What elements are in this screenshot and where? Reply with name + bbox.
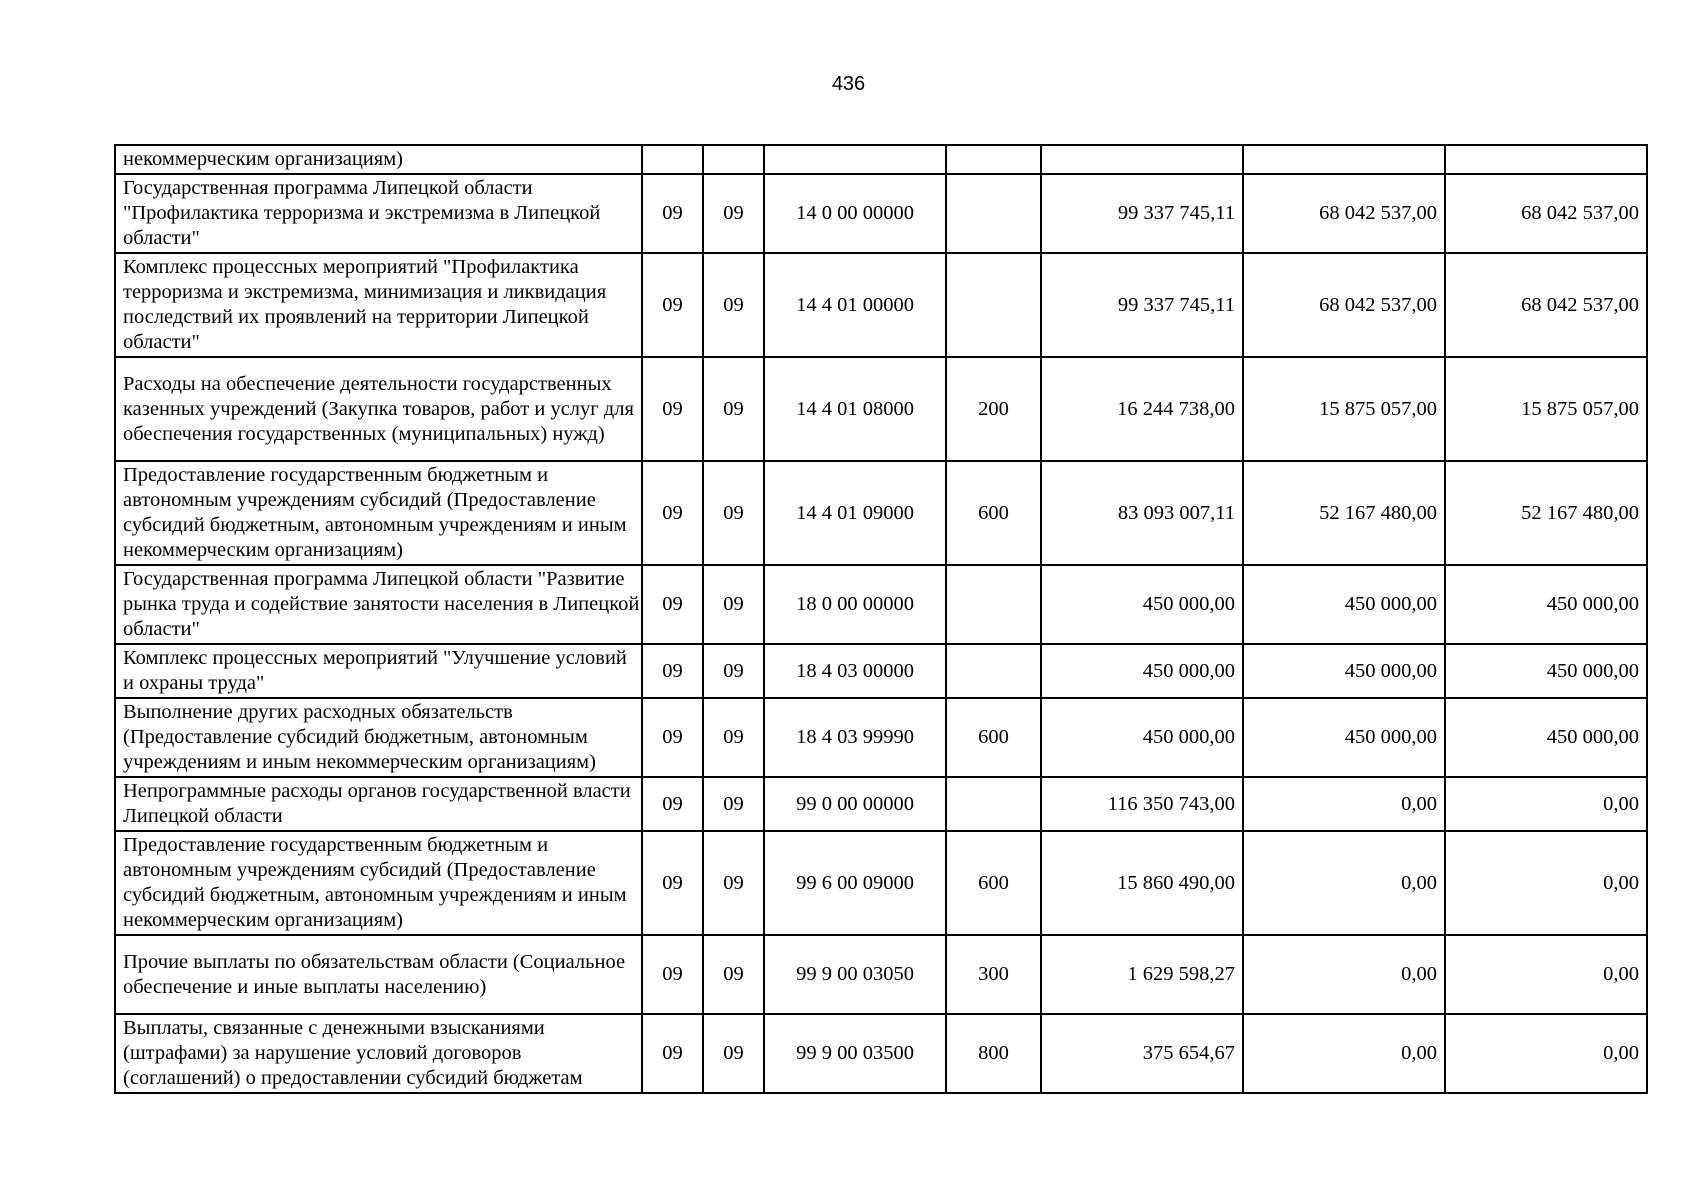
- amount-year3-cell: 15 875 057,00: [1445, 357, 1647, 461]
- amount-year2-cell: 15 875 057,00: [1243, 357, 1445, 461]
- budget-table: [114, 144, 1648, 1094]
- amount-year2-cell: 0,00: [1243, 1014, 1445, 1093]
- table-row: [115, 935, 1647, 1014]
- target-article-cell: 18 4 03 00000: [764, 644, 946, 698]
- target-article-cell: 18 4 03 99990: [764, 698, 946, 777]
- amount-year3-cell: 0,00: [1445, 1014, 1647, 1093]
- row-name-cell: Расходы на обеспечение деятельности государственных казенных учреждений (Закупка товаров, работ и услуг для обеспечения государственных (муниципальных) нужд): [115, 357, 642, 461]
- razdel-cell: [642, 145, 703, 174]
- amount-year3-cell: 0,00: [1445, 831, 1647, 935]
- amount-year1-cell: 450 000,00: [1041, 565, 1243, 644]
- expense-type-cell: [946, 777, 1041, 831]
- amount-year2-cell: 450 000,00: [1243, 698, 1445, 777]
- razdel-cell: 09: [642, 461, 703, 565]
- amount-year2-cell: 68 042 537,00: [1243, 253, 1445, 357]
- razdel-cell: 09: [642, 777, 703, 831]
- row-name-cell: Предоставление государственным бюджетным и автономным учреждениям субсидий (Предоставление субсидий бюджетным, автономным учреждениям и иным некоммерческим организациям): [115, 831, 642, 935]
- amount-year1-cell: 450 000,00: [1041, 698, 1243, 777]
- table-row: [115, 174, 1647, 253]
- podrazdel-cell: 09: [703, 253, 764, 357]
- expense-type-cell: [946, 565, 1041, 644]
- row-name-cell: Выплаты, связанные с денежными взысканиями (штрафами) за нарушение условий договоров (соглашений) о предоставлении субсидий бюджетам: [115, 1014, 642, 1093]
- podrazdel-cell: 09: [703, 777, 764, 831]
- razdel-cell: 09: [642, 253, 703, 357]
- razdel-cell: 09: [642, 831, 703, 935]
- expense-type-cell: 300: [946, 935, 1041, 1014]
- podrazdel-cell: [703, 145, 764, 174]
- amount-year2-cell: 68 042 537,00: [1243, 174, 1445, 253]
- podrazdel-cell: 09: [703, 357, 764, 461]
- amount-year2-cell: 450 000,00: [1243, 565, 1445, 644]
- amount-year3-cell: [1445, 145, 1647, 174]
- table-row: [115, 1014, 1647, 1093]
- expense-type-cell: [946, 253, 1041, 357]
- podrazdel-cell: 09: [703, 174, 764, 253]
- amount-year1-cell: [1041, 145, 1243, 174]
- amount-year1-cell: 99 337 745,11: [1041, 253, 1243, 357]
- row-name-cell: некоммерческим организациям): [115, 145, 642, 174]
- table-row: [115, 777, 1647, 831]
- row-name-cell: Непрограммные расходы органов государственной власти Липецкой области: [115, 777, 642, 831]
- podrazdel-cell: 09: [703, 698, 764, 777]
- amount-year2-cell: 0,00: [1243, 777, 1445, 831]
- amount-year2-cell: 52 167 480,00: [1243, 461, 1445, 565]
- razdel-cell: 09: [642, 174, 703, 253]
- table-row: [115, 565, 1647, 644]
- table-row: [115, 698, 1647, 777]
- target-article-cell: 99 9 00 03050: [764, 935, 946, 1014]
- amount-year3-cell: 0,00: [1445, 777, 1647, 831]
- target-article-cell: 99 9 00 03500: [764, 1014, 946, 1093]
- amount-year1-cell: 116 350 743,00: [1041, 777, 1243, 831]
- razdel-cell: 09: [642, 565, 703, 644]
- row-name-cell: Выполнение других расходных обязательств (Предоставление субсидий бюджетным, автономным учреждениям и иным некоммерческим организациям): [115, 698, 642, 777]
- amount-year3-cell: 52 167 480,00: [1445, 461, 1647, 565]
- amount-year1-cell: 99 337 745,11: [1041, 174, 1243, 253]
- table-row: [115, 253, 1647, 357]
- target-article-cell: 14 4 01 00000: [764, 253, 946, 357]
- amount-year1-cell: 16 244 738,00: [1041, 357, 1243, 461]
- row-name-cell: Комплекс процессных мероприятий "Профилактика терроризма и экстремизма, минимизация и ликвидация последствий их проявлений на территории Липецкой области": [115, 253, 642, 357]
- table-row: [115, 644, 1647, 698]
- amount-year1-cell: 375 654,67: [1041, 1014, 1243, 1093]
- podrazdel-cell: 09: [703, 935, 764, 1014]
- table-row: [115, 357, 1647, 461]
- table-row: [115, 461, 1647, 565]
- amount-year3-cell: 68 042 537,00: [1445, 253, 1647, 357]
- table-row: [115, 831, 1647, 935]
- expense-type-cell: 200: [946, 357, 1041, 461]
- expense-type-cell: [946, 644, 1041, 698]
- expense-type-cell: 600: [946, 698, 1041, 777]
- razdel-cell: 09: [642, 935, 703, 1014]
- podrazdel-cell: 09: [703, 1014, 764, 1093]
- target-article-cell: 14 4 01 09000: [764, 461, 946, 565]
- podrazdel-cell: 09: [703, 565, 764, 644]
- target-article-cell: 14 4 01 08000: [764, 357, 946, 461]
- razdel-cell: 09: [642, 698, 703, 777]
- amount-year1-cell: 83 093 007,11: [1041, 461, 1243, 565]
- amount-year2-cell: [1243, 145, 1445, 174]
- table-row: [115, 145, 1647, 174]
- row-name-cell: Государственная программа Липецкой области "Профилактика терроризма и экстремизма в Липецкой области": [115, 174, 642, 253]
- podrazdel-cell: 09: [703, 644, 764, 698]
- amount-year2-cell: 450 000,00: [1243, 644, 1445, 698]
- expense-type-cell: 800: [946, 1014, 1041, 1093]
- amount-year3-cell: 450 000,00: [1445, 565, 1647, 644]
- amount-year3-cell: 68 042 537,00: [1445, 174, 1647, 253]
- target-article-cell: 18 0 00 00000: [764, 565, 946, 644]
- amount-year1-cell: 15 860 490,00: [1041, 831, 1243, 935]
- amount-year2-cell: 0,00: [1243, 935, 1445, 1014]
- row-name-cell: Комплекс процессных мероприятий "Улучшение условий и охраны труда": [115, 644, 642, 698]
- amount-year3-cell: 0,00: [1445, 935, 1647, 1014]
- razdel-cell: 09: [642, 644, 703, 698]
- expense-type-cell: 600: [946, 831, 1041, 935]
- target-article-cell: 99 6 00 09000: [764, 831, 946, 935]
- amount-year3-cell: 450 000,00: [1445, 644, 1647, 698]
- target-article-cell: [764, 145, 946, 174]
- amount-year1-cell: 1 629 598,27: [1041, 935, 1243, 1014]
- podrazdel-cell: 09: [703, 461, 764, 565]
- amount-year2-cell: 0,00: [1243, 831, 1445, 935]
- expense-type-cell: 600: [946, 461, 1041, 565]
- row-name-cell: Предоставление государственным бюджетным и автономным учреждениям субсидий (Предоставление субсидий бюджетным, автономным учреждениям и иным некоммерческим организациям): [115, 461, 642, 565]
- amount-year3-cell: 450 000,00: [1445, 698, 1647, 777]
- row-name-cell: Государственная программа Липецкой области "Развитие рынка труда и содействие занятости населения в Липецкой области": [115, 565, 642, 644]
- amount-year1-cell: 450 000,00: [1041, 644, 1243, 698]
- page-number: 436: [831, 73, 866, 95]
- razdel-cell: 09: [642, 357, 703, 461]
- target-article-cell: 99 0 00 00000: [764, 777, 946, 831]
- row-name-cell: Прочие выплаты по обязательствам области (Социальное обеспечение и иные выплаты населению): [115, 935, 642, 1014]
- expense-type-cell: [946, 174, 1041, 253]
- razdel-cell: 09: [642, 1014, 703, 1093]
- target-article-cell: 14 0 00 00000: [764, 174, 946, 253]
- podrazdel-cell: 09: [703, 831, 764, 935]
- expense-type-cell: [946, 145, 1041, 174]
